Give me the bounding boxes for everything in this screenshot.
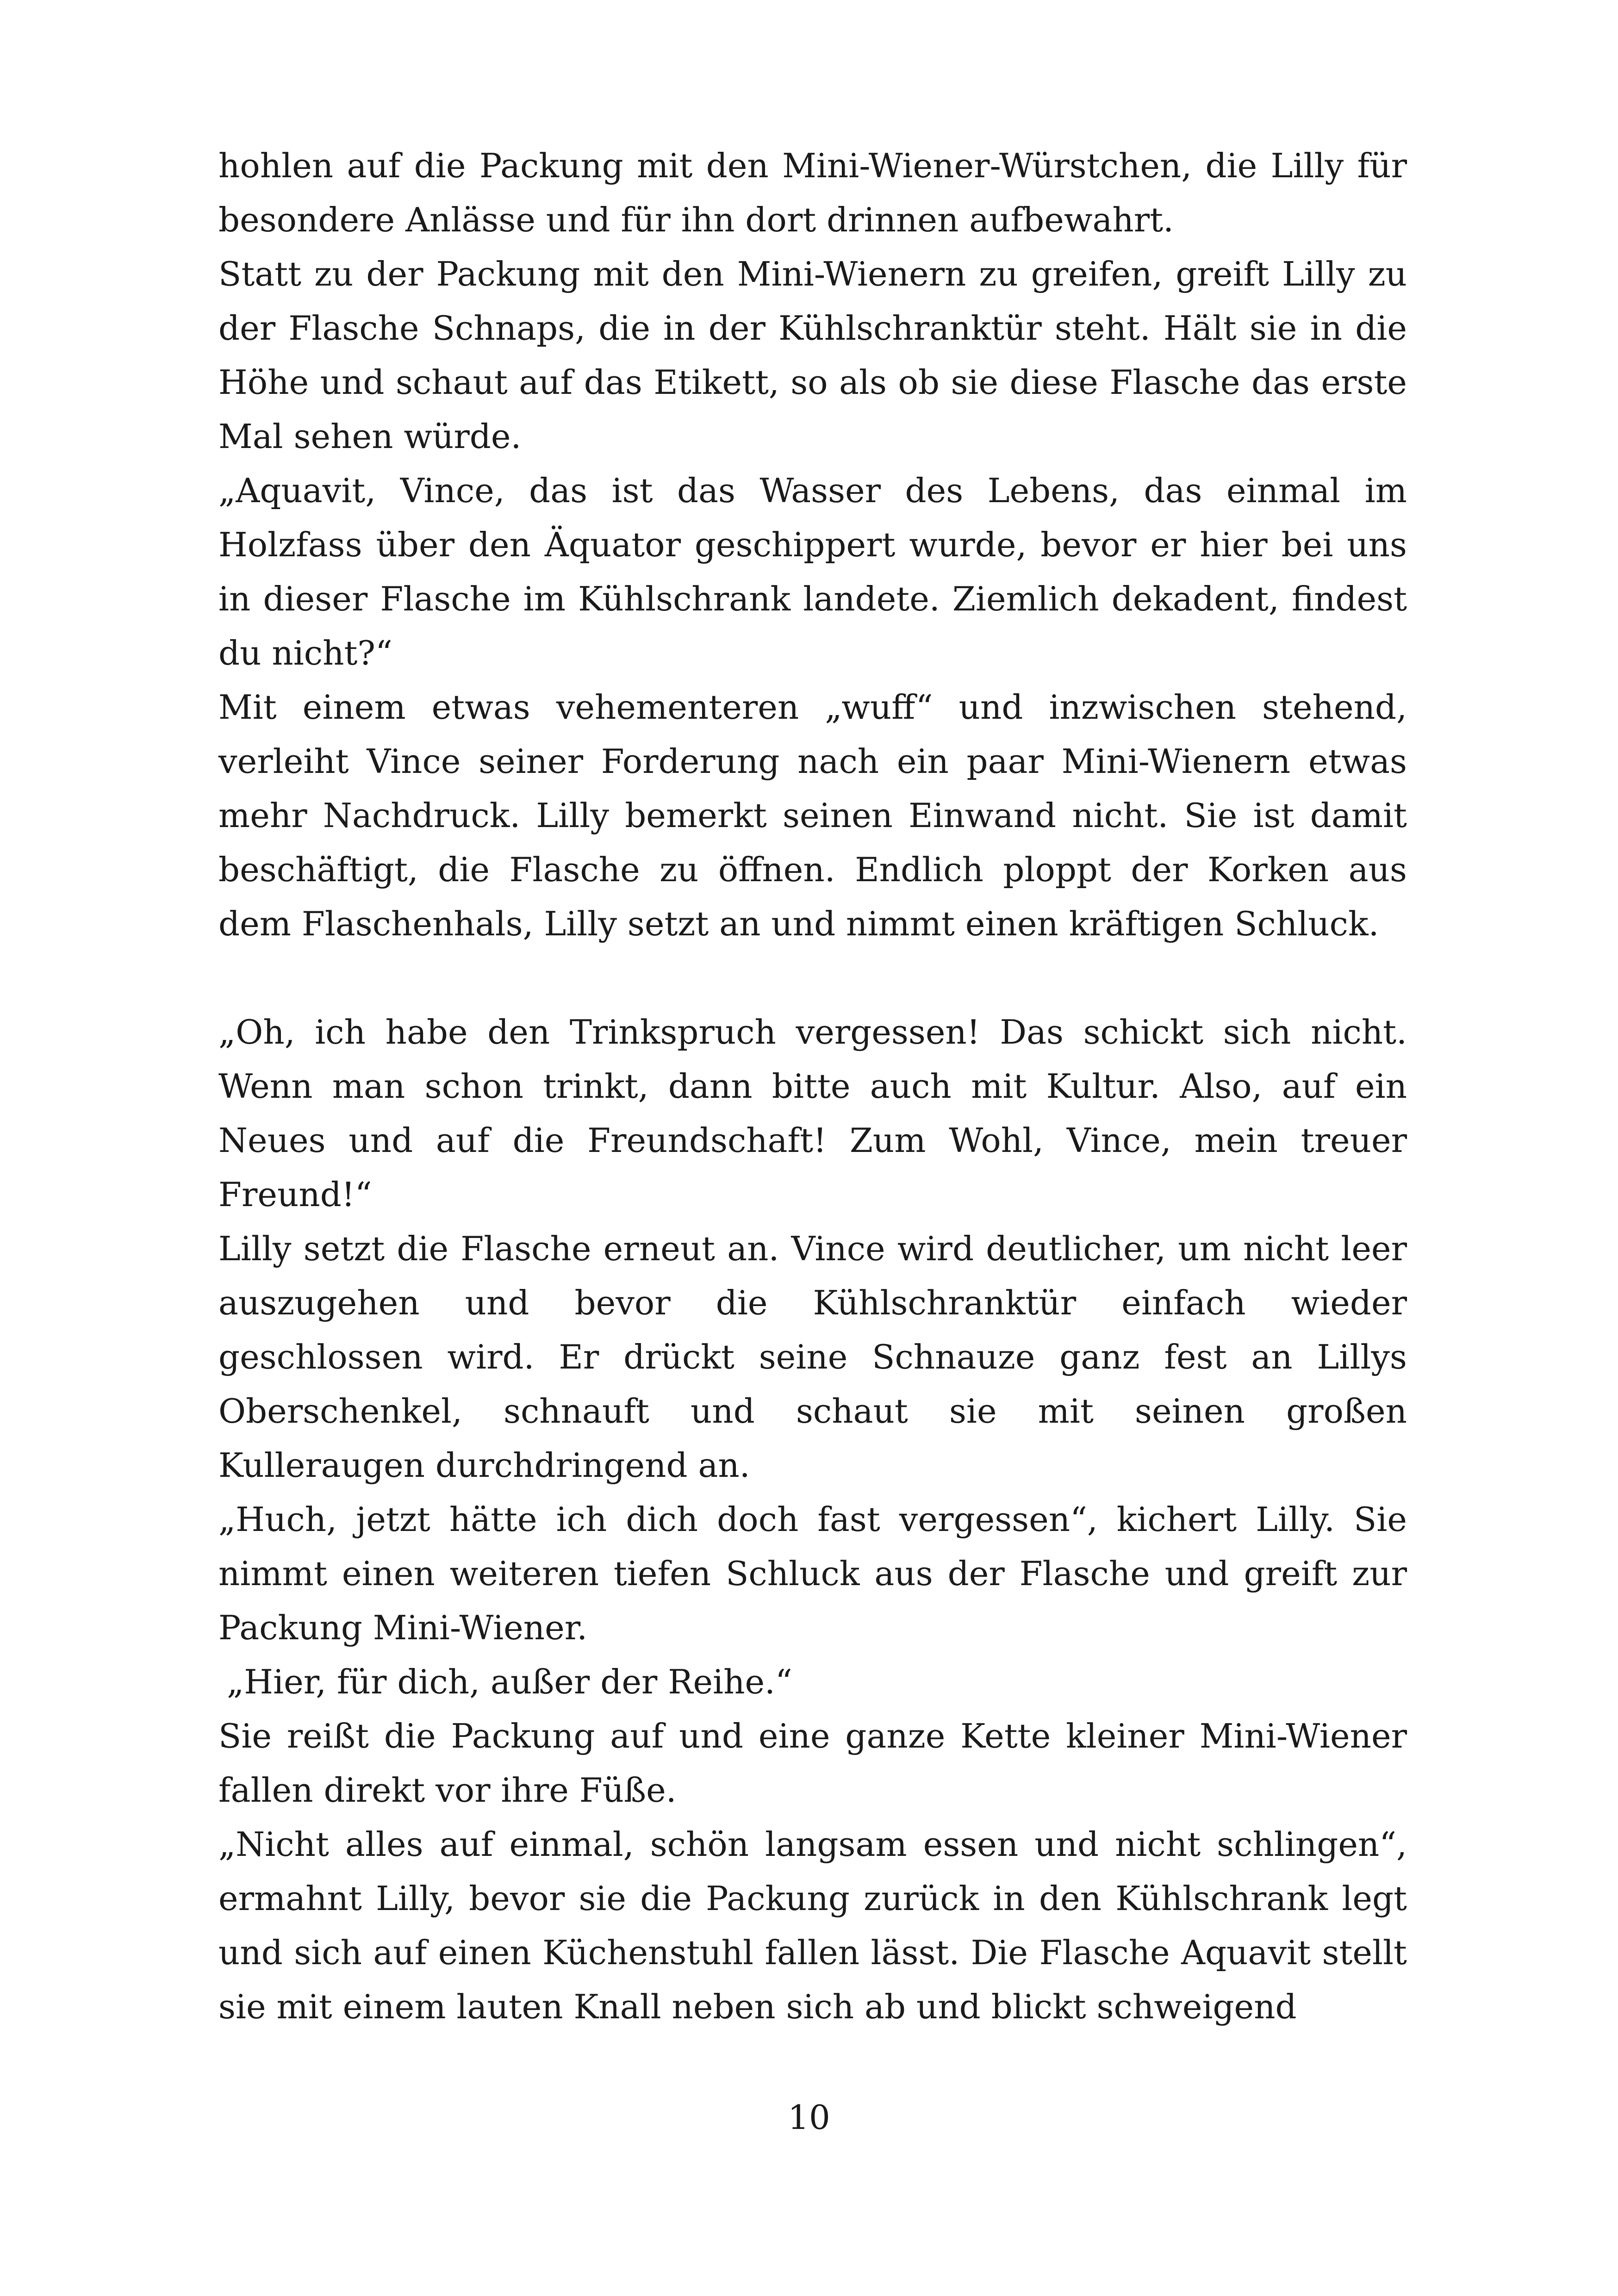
paragraph-7: „Huch, jetzt hätte ich dich doch fast vergessen“, kichert Lilly. Sie nimmt einen weiteren tiefen Schluck aus der Flasche und greift zur Packung Mini-Wiener. bbox=[218, 1500, 1407, 1647]
paragraph-2: Statt zu der Packung mit den Mini-Wienern zu greifen, greift Lilly zu der Flasche Schnaps, die in der Kühlschranktür steht. Hält sie in die Höhe und schaut auf das Etikett, so als ob sie diese Flasche das erste Mal sehen würde. bbox=[218, 255, 1407, 456]
paragraph-1: hohlen auf die Packung mit den Mini-Wiener-Würstchen, die Lilly für besondere Anlässe und für ihn dort drinnen aufbewahrt. bbox=[218, 146, 1407, 239]
paragraph-6: Lilly setzt die Flasche erneut an. Vince wird deutlicher, um nicht leer auszugehen und bevor die Kühlschranktür einfach wieder geschlossen wird. Er drückt seine Schnauze ganz fest an Lillys Oberschenkel, schnauft und schaut sie mit seinen großen Kulleraugen durchdringend an. bbox=[218, 1229, 1407, 1485]
paragraph-8: „Hier, für dich, außer der Reihe.“ bbox=[227, 1662, 792, 1701]
paragraph-10: „Nicht alles auf einmal, schön langsam essen und nicht schlingen“, ermahnt Lilly, bevor sie die Packung zurück in den Kühlschrank legt und sich auf einen Küchenstuhl fallen lässt. Die Flasche Aquavit stellt sie mit einem lauten Knall neben sich ab und blickt schweigend bbox=[218, 1825, 1407, 2026]
paragraph-4: Mit einem etwas vehementeren „wuff“ und inzwischen stehend, verleiht Vince seiner Forderung nach ein paar Mini-Wienern etwas mehr Nachdruck. Lilly bemerkt seinen Einwand nicht. Sie ist damit beschäftigt, die Flasche zu öffnen. Endlich ploppt der Korken aus dem Flaschenhals, Lilly setzt an und nimmt einen kräftigen Schluck. bbox=[218, 688, 1407, 943]
page-number: 10 bbox=[788, 2098, 830, 2137]
body-text bbox=[218, 139, 1407, 2034]
paragraph-9: Sie reißt die Packung auf und eine ganze Kette kleiner Mini-Wiener fallen direkt vor ihre Füße. bbox=[218, 1717, 1407, 1810]
paragraph-3: „Aquavit, Vince, das ist das Wasser des Lebens, das einmal im Holzfass über den Äquator geschippert wurde, bevor er hier bei uns in dieser Flasche im Kühlschrank landete. Ziemlich dekadent, findest du nicht?“ bbox=[218, 471, 1407, 672]
paragraph-5: „Oh, ich habe den Trinkspruch vergessen! Das schickt sich nicht. Wenn man schon trinkt, dann bitte auch mit Kultur. Also, auf ein Neues und auf die Freundschaft! Zum Wohl, Vince, mein treuer Freund!“ bbox=[218, 1013, 1407, 1214]
